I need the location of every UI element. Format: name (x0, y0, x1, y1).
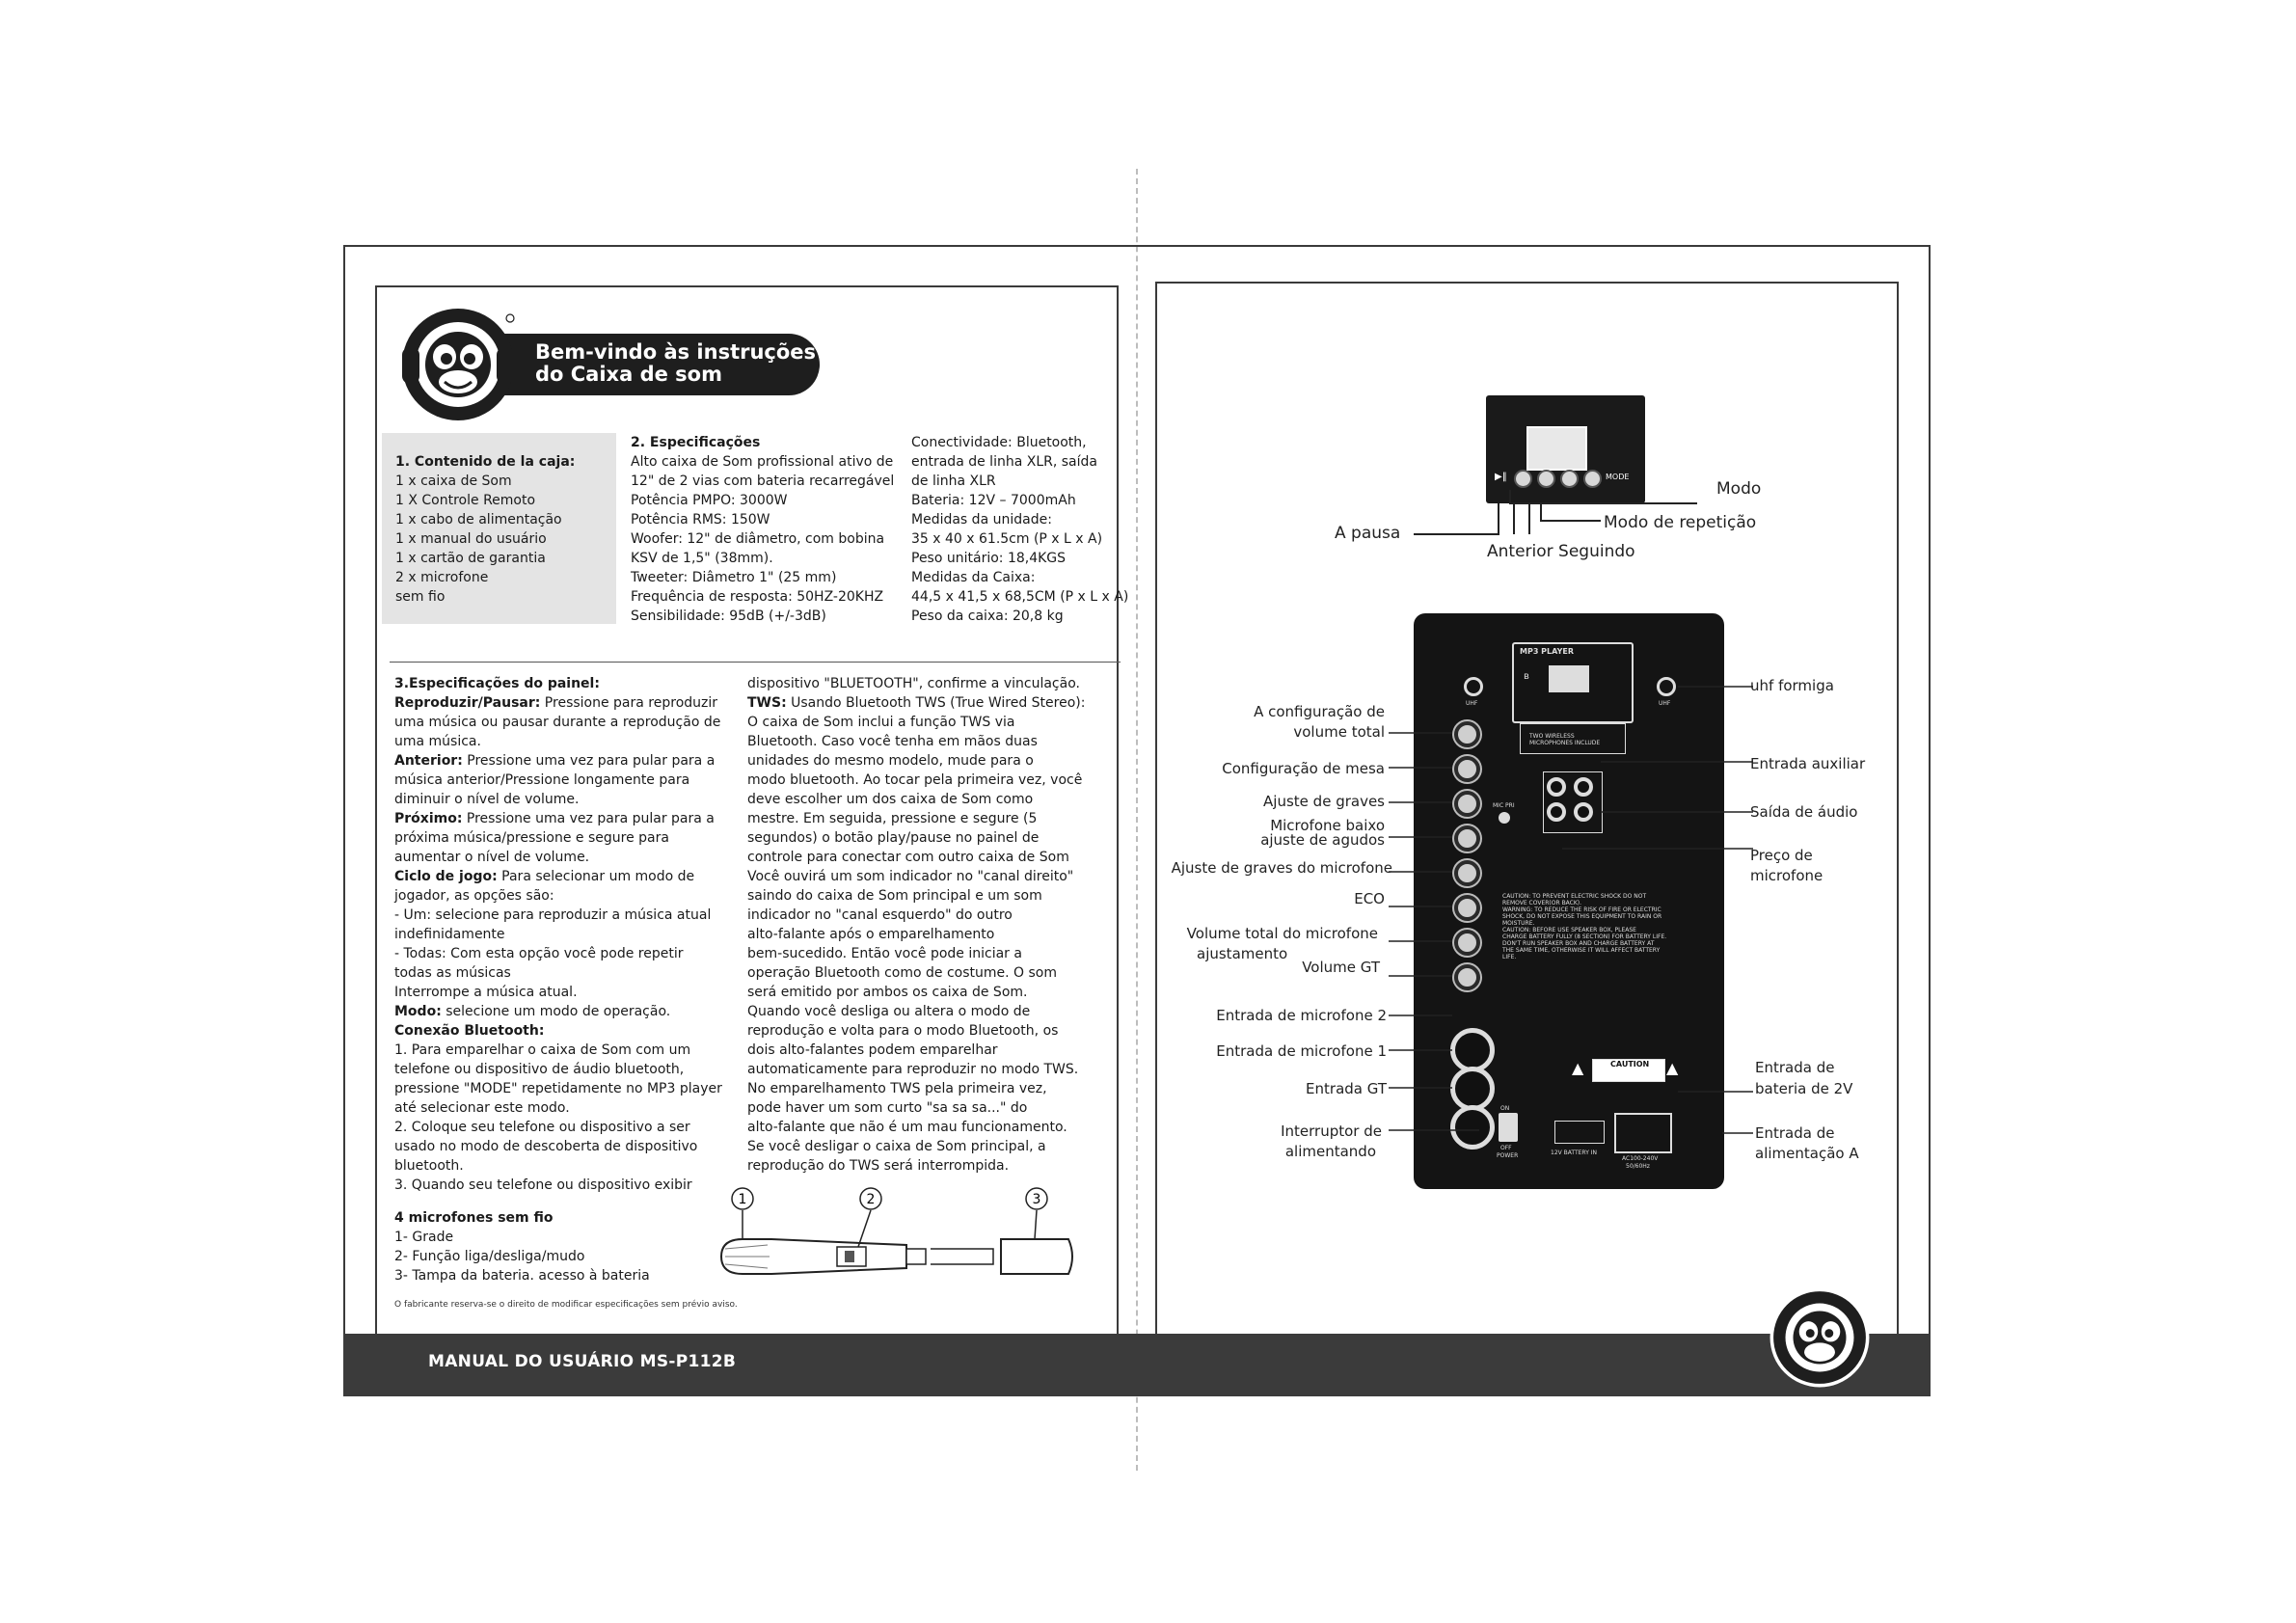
line-text: Interrompe a música atual. (394, 985, 578, 1000)
text-line (747, 1060, 1085, 1079)
label-eco: ECO (1354, 890, 1385, 907)
right-leader-lines (1678, 1061, 1755, 1167)
line-text: reprodução e volta para o modo Bluetooth, os (747, 1023, 1059, 1039)
text-line (394, 906, 722, 925)
line-text: No emparelhamento TWS pela primeira vez, (747, 1081, 1047, 1096)
label-mesa: Configuração de mesa (1222, 760, 1385, 777)
box-item: 2 x microfone (395, 570, 489, 585)
text-line (747, 886, 1085, 906)
bold-term: 3.Especificações do painel: (394, 676, 600, 691)
line-text: pode haver um som curto "sa sa sa..." do (747, 1100, 1028, 1116)
text-line (394, 790, 722, 809)
label-alim-2: alimentação A (1755, 1145, 1859, 1162)
footer-bar (343, 1334, 1931, 1396)
label-interruptor-1: Interruptor de (1281, 1123, 1382, 1140)
bold-term: TWS: (747, 695, 787, 711)
line-text: - Um: selecione para reproduzir a música atual (394, 907, 712, 923)
line-text: segundos) o botão play/pause no painel de (747, 830, 1040, 846)
label-interruptor-2: alimentando (1284, 1143, 1376, 1160)
line-text: aumentar o nível de volume. (394, 850, 590, 865)
text-line (394, 983, 722, 1002)
text-line (394, 1060, 722, 1079)
line-text: todas as músicas (394, 965, 511, 981)
text-line (747, 1002, 1085, 1021)
mp3-display (1526, 426, 1587, 471)
label-uhf: uhf formiga (1750, 677, 1834, 694)
line-text: selecione um modo de operação. (441, 1004, 671, 1019)
warning-line: SHOCK, DO NOT EXPOSE THIS EQUIPMENT TO RAIN OR (1502, 913, 1662, 920)
label-aux: Entrada auxiliar (1750, 755, 1866, 772)
bold-term: Ciclo de jogo: (394, 869, 498, 884)
text-line: 44,5 x 41,5 x 68,5CM (P x L x A) (911, 589, 1129, 605)
banner-line-2: do Caixa de som (535, 363, 722, 386)
warning-triangle-icon-2: ▲ (1666, 1059, 1679, 1077)
line-text: até selecionar este modo. (394, 1100, 570, 1116)
text-line (394, 693, 722, 713)
banner-line-1: Bem-vindo às instruções (535, 340, 817, 364)
box-item: 1 x cartão de garantia (395, 551, 546, 566)
line-text: unidades do mesmo modelo, mude para o (747, 753, 1034, 769)
text-line: Frequência de resposta: 50HZ-20KHZ (631, 589, 884, 605)
line-text: dois alto-falantes podem emparelhar (747, 1042, 998, 1058)
box-item: 1 x manual do usuário (395, 531, 547, 547)
text-line (394, 1079, 722, 1098)
line-text: alto-falante que não é um mau funcionamento. (747, 1120, 1067, 1135)
bold-term: Reproduzir/Pausar: (394, 695, 541, 711)
text-line (747, 963, 1085, 983)
mic-item: 1- Grade (394, 1230, 454, 1245)
text-line (747, 771, 1085, 790)
text-line (394, 771, 722, 790)
specs-col1 (631, 433, 894, 626)
text-line (394, 886, 722, 906)
bold-term: Conexão Bluetooth: (394, 1023, 545, 1039)
mic-item: 3- Tampa da bateria. acesso à bateria (394, 1268, 650, 1284)
text-line (394, 963, 722, 983)
power-off-label: OFF (1500, 1145, 1512, 1151)
panel-specs-col1 (394, 674, 722, 1195)
text-line: 12" de 2 vias com bateria recarregável (631, 473, 895, 489)
text-line (747, 848, 1085, 867)
line-text: saindo do caixa de Som principal e um som (747, 888, 1042, 904)
text-line (747, 867, 1085, 886)
line-text: será emitido por ambos os caixa de Som. (747, 985, 1028, 1000)
line-text: próxima música/pressione e segure para (394, 830, 669, 846)
uhf-right-label: UHF (1659, 700, 1671, 707)
line-text: O caixa de Som inclui a função TWS via (747, 715, 1015, 730)
text-line (394, 1002, 722, 1021)
monkey-headphones-logo-icon (398, 305, 518, 424)
line-text: modo bluetooth. Ao tocar pela primeira vez, você (747, 772, 1083, 788)
line-text: Se você desligar o caixa de Som principal, a (747, 1139, 1046, 1154)
play-pause-icon: ▶‖ (1495, 472, 1507, 482)
text-line (747, 693, 1085, 713)
line-text: Pressione uma vez para pular para a (462, 753, 716, 769)
callout-3: 3 (1032, 1192, 1041, 1207)
line-text: Usando Bluetooth TWS (True Wired Stereo): (786, 695, 1086, 711)
uhf-left-label: UHF (1466, 700, 1478, 707)
line-text: diminuir o nível de volume. (394, 792, 580, 807)
line-text: indefinidamente (394, 927, 505, 942)
text-line (394, 828, 722, 848)
box-contents-text (395, 452, 575, 607)
text-line (747, 1041, 1085, 1060)
text-line (394, 925, 722, 944)
bold-term: Anterior: (394, 753, 463, 769)
label-audio-out: Saída de áudio (1750, 803, 1858, 821)
line-text: 3. Quando seu telefone ou dispositivo exibir (394, 1177, 692, 1193)
text-line (394, 1041, 722, 1060)
text-line (747, 828, 1085, 848)
line-text: mestre. Em seguida, pressione e segure (5 (747, 811, 1038, 826)
text-line (747, 790, 1085, 809)
warning-line: THE SAME TIME, OTHERWISE IT WILL AFFECT BATTERY (1502, 947, 1661, 954)
text-line: de linha XLR (911, 473, 996, 489)
label-bateria-1: Entrada de (1755, 1059, 1835, 1076)
line-text: operação Bluetooth como de costume. O som (747, 965, 1058, 981)
text-line: Peso da caixa: 20,8 kg (911, 609, 1064, 624)
line-text: Pressione uma vez para pular para a (462, 811, 715, 826)
label-anterior-seguindo: Anterior Seguindo (1487, 542, 1635, 561)
text-line (394, 1021, 722, 1041)
line-text: 2. Coloque seu telefone ou dispositivo a ser (394, 1120, 690, 1135)
text-line: Potência RMS: 150W (631, 512, 770, 527)
label-volume-gt: Volume GT (1302, 959, 1380, 976)
mic-item: 2- Função liga/desliga/mudo (394, 1249, 585, 1264)
microphones-section (394, 1208, 650, 1285)
text-line (394, 867, 722, 886)
warning-line: CAUTION: TO PREVENT ELECTRIC SHOCK DO NOT (1502, 893, 1647, 900)
line-text: usado no modo de descoberta de dispositivo (394, 1139, 698, 1154)
warning-triangle-icon: ▲ (1572, 1059, 1584, 1077)
line-text: uma música ou pausar durante a reprodução de (394, 715, 721, 730)
line-text: reprodução do TWS será interrompida. (747, 1158, 1010, 1174)
warning-line: MOISTURE. (1502, 920, 1535, 927)
box-item: 1 x caixa de Som (395, 473, 512, 489)
text-line: Medidas da unidade: (911, 512, 1052, 527)
callout-1: 1 (738, 1192, 747, 1207)
line-text: Bluetooth. Caso você tenha em mãos duas (747, 734, 1038, 749)
text-line: Potência PMPO: 3000W (631, 493, 788, 508)
line-text: dispositivo "BLUETOOTH", confirme a vinculação. (747, 676, 1080, 691)
text-line (747, 809, 1085, 828)
text-line (747, 1156, 1085, 1176)
label-mic-baixo: Microfone baixo (1270, 817, 1385, 834)
text-line (747, 1137, 1085, 1156)
label-modo-repeticao: Modo de repetição (1604, 513, 1757, 532)
line-text: Quando você desliga ou altera o modo de (747, 1004, 1031, 1019)
label-mic-2: Entrada de microfone 2 (1216, 1007, 1387, 1024)
caution-text: CAUTION (1610, 1060, 1650, 1068)
line-text: telefone ou dispositivo de áudio bluetooth, (394, 1062, 685, 1077)
text-line (747, 925, 1085, 944)
wireless-mics-note: TWO WIRELESS MICROPHONES INCLUDE (1529, 733, 1601, 746)
line-text: deve escolher um dos caixa de Som como (747, 792, 1034, 807)
line-text: jogador, as opções são: (394, 888, 554, 904)
text-line (394, 848, 722, 867)
power-on-label: ON (1500, 1105, 1510, 1112)
text-line (747, 983, 1085, 1002)
line-text: alto-falante após o emparelhamento (747, 927, 995, 942)
text-line (394, 732, 722, 751)
box-item: 1 X Controle Remoto (395, 493, 536, 508)
text-line: Conectividade: Bluetooth, (911, 435, 1087, 450)
microphone-illustration (714, 1181, 1080, 1297)
label-vol-mic-2: ajustamento (1197, 945, 1288, 962)
footer-title: MANUAL DO USUÁRIO MS-P112B (428, 1352, 737, 1371)
label-modo: Modo (1716, 479, 1762, 499)
label-bateria-2: bateria de 2V (1755, 1080, 1853, 1097)
label-volume-total-1: A configuração de (1254, 703, 1385, 720)
text-line: Alto caixa de Som profissional ativo de (631, 454, 894, 470)
ac-label-2: 50/60Hz (1626, 1163, 1650, 1170)
label-preco-2: microfone (1750, 867, 1823, 884)
mic-pri-label: MIC PRI (1493, 802, 1515, 809)
box-item: sem fio (395, 589, 446, 605)
line-text: uma música. (394, 734, 481, 749)
microphones-title: 4 microfones sem fio (394, 1210, 554, 1226)
panel-specs-col2 (747, 674, 1085, 1176)
line-text: automaticamente para reproduzir no modo TWS. (747, 1062, 1079, 1077)
warning-line: LIFE. (1502, 954, 1517, 960)
line-text: Para selecionar um modo de (497, 869, 695, 884)
line-text: Pressione para reproduzir (540, 695, 718, 711)
footer-logo-icon (1767, 1285, 1873, 1391)
bluetooth-icon: ʙ (1524, 671, 1529, 682)
text-line: Peso unitário: 18,4KGS (911, 551, 1067, 566)
ac-label-1: AC100-240V (1622, 1155, 1659, 1162)
text-line: Sensibilidade: 95dB (+/-3dB) (631, 609, 826, 624)
label-mic-1: Entrada de microfone 1 (1216, 1042, 1387, 1060)
text-line (394, 1176, 722, 1195)
text-line (394, 1156, 722, 1176)
warning-line: CHARGE BATTERY FULLY (8 SECTION) FOR BATTERY LIFE. (1502, 933, 1667, 940)
disclaimer: O fabricante reserva-se o direito de modificar especificações sem prévio aviso. (394, 1300, 738, 1310)
text-line (394, 713, 722, 732)
text-line (747, 1079, 1085, 1098)
warning-line: CAUTION: BEFORE USE SPEAKER BOX, PLEASE (1502, 927, 1636, 933)
text-line: KSV de 1,5" (38mm). (631, 551, 773, 566)
text-line: 35 x 40 x 61.5cm (P x L x A) (911, 531, 1103, 547)
warning-line: REMOVE COVER(OR BACK). (1502, 900, 1582, 906)
warning-line: WARNING: TO REDUCE THE RISK OF FIRE OR ELECTRIC (1502, 906, 1661, 913)
text-line (747, 1118, 1085, 1137)
text-line (747, 674, 1085, 693)
line-text: 1. Para emparelhar o caixa de Som com um (394, 1042, 691, 1058)
label-preco-1: Preço de (1750, 847, 1813, 864)
text-line (394, 751, 722, 771)
label-vol-mic-1: Volume total do microfone (1186, 925, 1378, 942)
bold-term: Próximo: (394, 811, 463, 826)
section-divider (390, 662, 1121, 663)
line-text: - Todas: Com esta opção você pode repetir (394, 946, 684, 961)
label-pausa: A pausa (1335, 524, 1401, 543)
mode-text: MODE (1606, 473, 1630, 481)
text-line (747, 906, 1085, 925)
text-line: Tweeter: Diâmetro 1" (25 mm) (631, 570, 837, 585)
text-line (394, 674, 722, 693)
box-contents-title: 1. Contenido de la caja: (395, 454, 576, 470)
callout-2: 2 (866, 1192, 876, 1207)
text-line: entrada de linha XLR, saída (911, 454, 1097, 470)
text-line: Medidas da Caixa: (911, 570, 1036, 585)
text-line (747, 1021, 1085, 1041)
specs-title: 2. Especificações (631, 435, 761, 450)
text-line (394, 1098, 722, 1118)
line-text: pressione "MODE" repetidamente no MP3 player (394, 1081, 722, 1096)
line-text: bem-sucedido. Então você pode iniciar a (747, 946, 1022, 961)
battery-label: 12V BATTERY IN (1551, 1150, 1598, 1156)
text-line (747, 732, 1085, 751)
label-gt: Entrada GT (1306, 1080, 1387, 1097)
text-line (747, 1098, 1085, 1118)
text-line: Bateria: 12V – 7000mAh (911, 493, 1076, 508)
label-graves-mic: Ajuste de graves do microfone (1171, 859, 1392, 877)
label-volume-total-2: volume total (1293, 723, 1385, 741)
box-item: 1 x cabo de alimentação (395, 512, 562, 527)
text-line (747, 713, 1085, 732)
text-line (394, 1137, 722, 1156)
specs-col2 (911, 433, 1128, 626)
line-text: bluetooth. (394, 1158, 464, 1174)
label-agudos: ajuste de agudos (1260, 831, 1385, 849)
text-line (747, 751, 1085, 771)
warning-line: DON'T RUN SPEAKER BOX AND CHARGE BATTERY AT (1502, 940, 1655, 947)
power-label: POWER (1497, 1152, 1519, 1159)
line-text: controle para conectar com outro caixa de Som (747, 850, 1069, 865)
line-text: música anterior/Pressione longamente para (394, 772, 690, 788)
panel-mp3-title: MP3 PLAYER (1520, 647, 1574, 656)
text-line (394, 809, 722, 828)
line-text: Você ouvirá um som indicador no "canal direito" (747, 869, 1074, 884)
text-line: Woofer: 12" de diâmetro, com bobina (631, 531, 885, 547)
text-line (747, 944, 1085, 963)
text-line (394, 1118, 722, 1137)
label-graves: Ajuste de graves (1263, 793, 1385, 810)
bold-term: Modo: (394, 1004, 442, 1019)
text-line (394, 944, 722, 963)
line-text: indicador no "canal esquerdo" do outro (747, 907, 1013, 923)
label-alim-1: Entrada de (1755, 1124, 1835, 1142)
